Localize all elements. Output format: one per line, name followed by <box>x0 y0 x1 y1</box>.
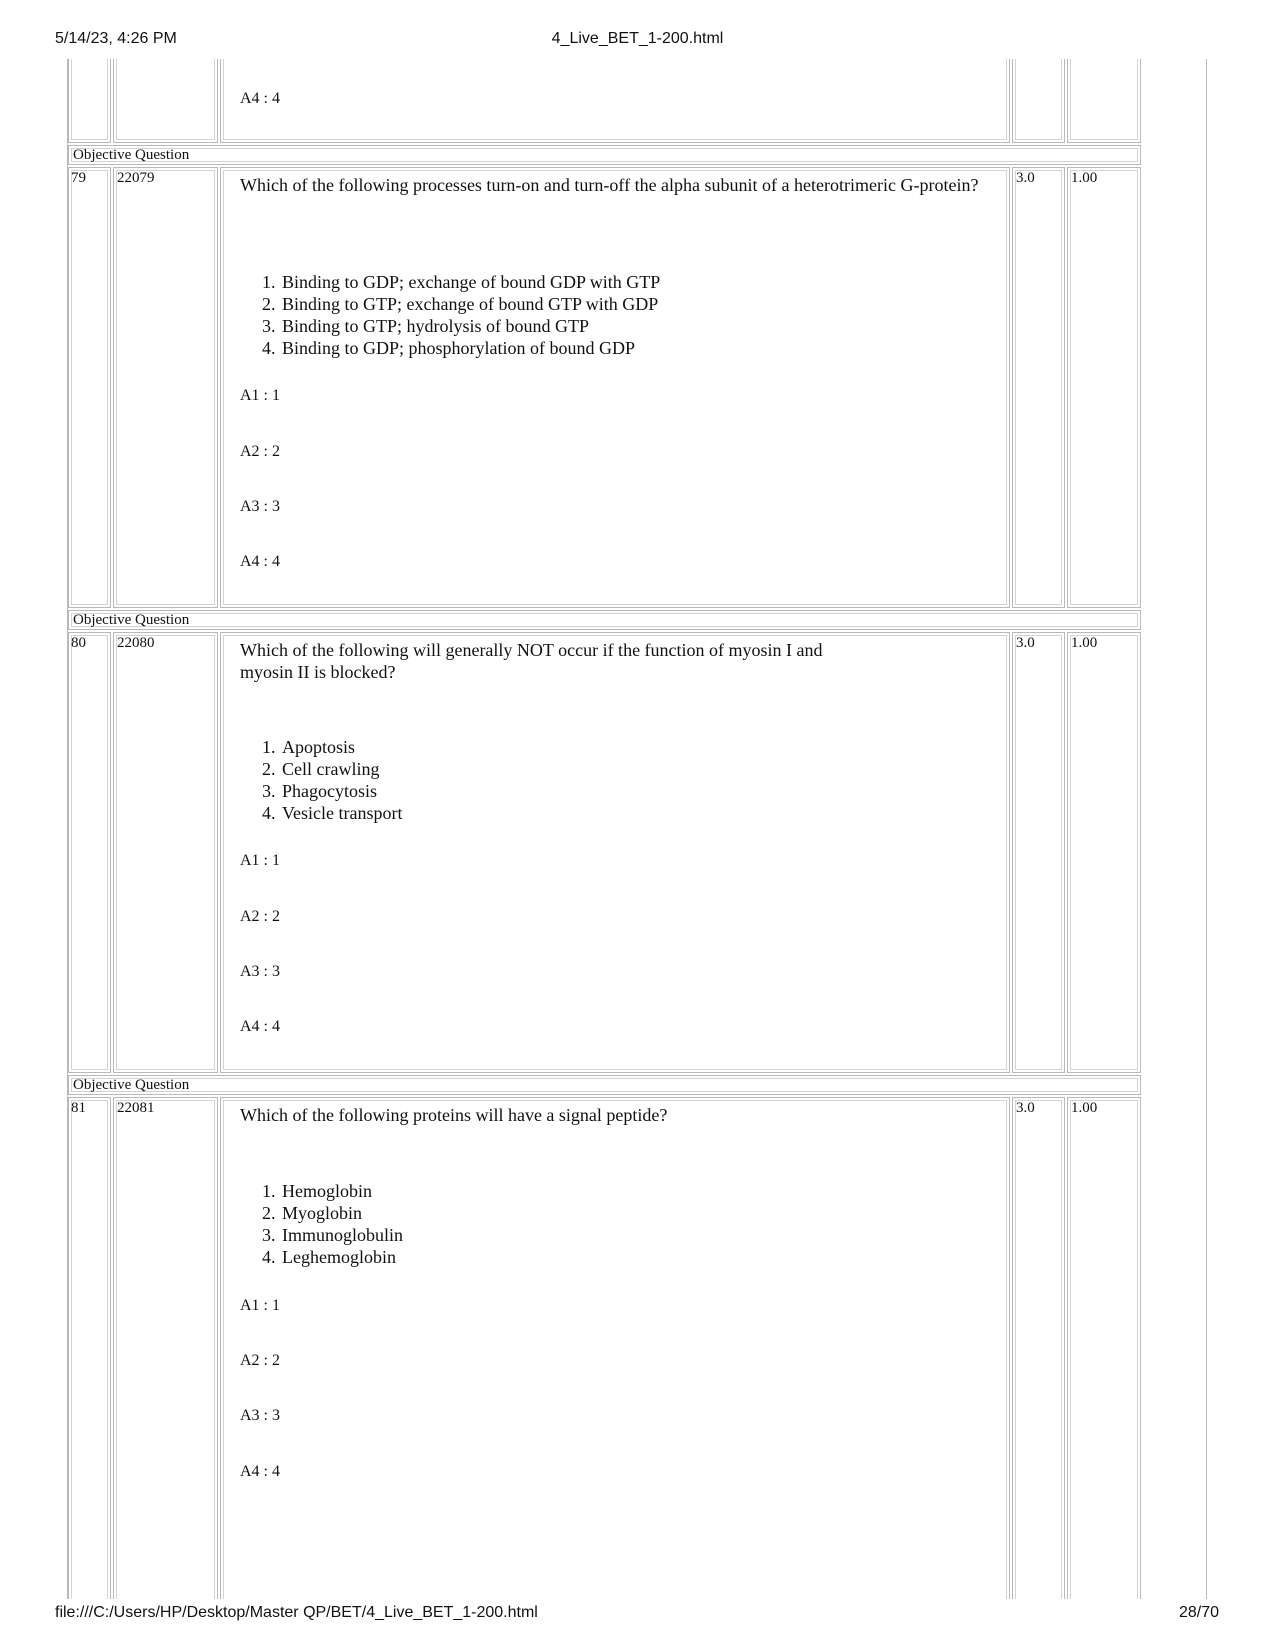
option-item: 1. Apoptosis <box>280 736 402 758</box>
cell-question <box>220 59 1010 143</box>
answer-line: A3 : 3 <box>240 1407 280 1424</box>
section-label: Objective Question <box>73 612 190 628</box>
question-negative-marks: 1.00 <box>1071 635 1098 651</box>
question-marks: 3.0 <box>1016 1100 1035 1116</box>
cell-id <box>113 632 218 1073</box>
option-item: 3. Binding to GTP; hydrolysis of bound GTP <box>280 315 660 337</box>
question-number: 81 <box>71 1100 86 1116</box>
option-item: 2. Binding to GTP; exchange of bound GTP with GDP <box>280 293 660 315</box>
cell-marks <box>1012 167 1065 608</box>
answer-line: A4 : 4 <box>240 1018 280 1035</box>
answer-line: A3 : 3 <box>240 963 280 980</box>
question-text: Which of the following proteins will have a signal peptide? <box>240 1105 668 1125</box>
cell-id <box>113 1097 218 1599</box>
cell-question <box>220 1097 1010 1599</box>
answer-line: A4 : 4 <box>240 1463 280 1480</box>
option-item: 1. Binding to GDP; exchange of bound GDP with GTP <box>280 271 660 293</box>
option-list <box>240 271 660 359</box>
answer-line: A2 : 2 <box>240 908 280 925</box>
cell-number <box>68 167 111 608</box>
question-id: 22080 <box>117 635 155 651</box>
cell-marks <box>1012 59 1065 143</box>
answer-line: A2 : 2 <box>240 443 280 460</box>
question-number: 80 <box>71 635 86 651</box>
question-marks: 3.0 <box>1016 635 1035 651</box>
question-negative-marks: 1.00 <box>1071 170 1098 186</box>
section-label: Objective Question <box>73 1077 190 1093</box>
print-datetime: 5/14/23, 4:26 PM <box>55 30 177 47</box>
answer-line: A4 : 4 <box>240 90 280 107</box>
option-list <box>240 736 402 824</box>
option-item: 4. Leghemoglobin <box>280 1246 403 1268</box>
option-item: 1. Hemoglobin <box>280 1180 403 1202</box>
cell-question <box>220 632 1010 1073</box>
option-list <box>240 1180 403 1268</box>
question-number: 79 <box>71 170 86 186</box>
option-item: 3. Phagocytosis <box>280 780 402 802</box>
section-row <box>68 610 1141 630</box>
answer-line: A1 : 1 <box>240 387 280 404</box>
print-file-title: 4_Live_BET_1-200.html <box>551 30 724 47</box>
section-label: Objective Question <box>73 147 190 163</box>
print-page-number: 28/70 <box>1178 1604 1219 1621</box>
option-item: 4. Vesicle transport <box>280 802 402 824</box>
print-file-path: file:///C:/Users/HP/Desktop/Master QP/BET/4_Live_BET_1-200.html <box>55 1604 538 1621</box>
answer-line: A1 : 1 <box>240 852 280 869</box>
cell-marks <box>1012 632 1065 1073</box>
option-item: 2. Myoglobin <box>280 1202 403 1224</box>
answer-line: A3 : 3 <box>240 498 280 515</box>
cell-negative <box>1067 1097 1141 1599</box>
section-row <box>68 1075 1141 1095</box>
question-id: 22079 <box>117 170 155 186</box>
answer-line: A4 : 4 <box>240 553 280 570</box>
option-item: 4. Binding to GDP; phosphorylation of bound GDP <box>280 337 660 359</box>
cell-marks <box>1012 1097 1065 1599</box>
cell-negative <box>1067 59 1141 143</box>
cell-id <box>113 59 218 143</box>
question-marks: 3.0 <box>1016 170 1035 186</box>
cell-id <box>113 167 218 608</box>
answer-line: A1 : 1 <box>240 1297 280 1314</box>
cell-negative <box>1067 632 1141 1073</box>
question-text: Which of the following processes turn-on and turn-off the alpha subunit of a heterotrimeric G-protein? <box>240 175 979 195</box>
cell-number <box>68 59 111 143</box>
question-text: Which of the following will generally NOT occur if the function of myosin I and myosin II is blocked? <box>240 640 823 682</box>
cell-number <box>68 632 111 1073</box>
cell-negative <box>1067 167 1141 608</box>
section-row <box>68 145 1141 165</box>
answer-line: A2 : 2 <box>240 1352 280 1369</box>
cell-number <box>68 1097 111 1599</box>
option-item: 3. Immunoglobulin <box>280 1224 403 1246</box>
cell-question <box>220 167 1010 608</box>
question-id: 22081 <box>117 1100 155 1116</box>
option-item: 2. Cell crawling <box>280 758 402 780</box>
question-negative-marks: 1.00 <box>1071 1100 1098 1116</box>
